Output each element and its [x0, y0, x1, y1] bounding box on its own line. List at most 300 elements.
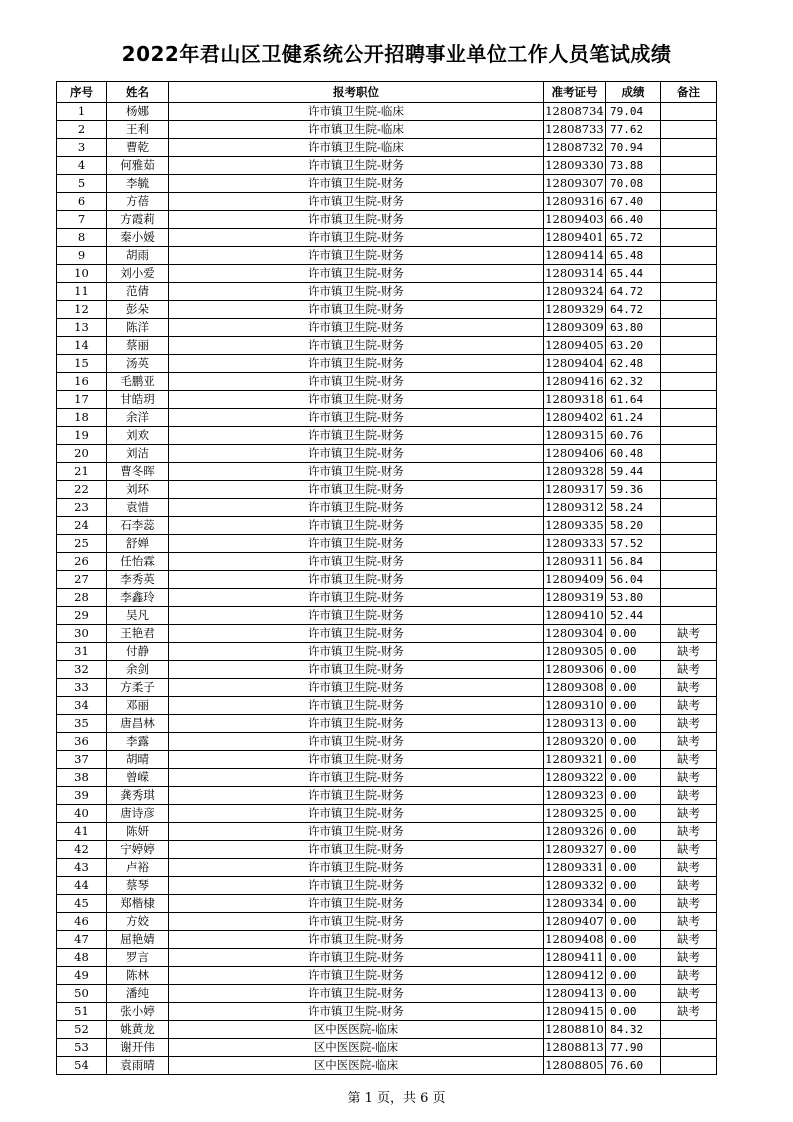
- cell-position: 许市镇卫生院-财务: [169, 661, 544, 679]
- cell-remark: [661, 571, 717, 589]
- cell-score: 0.00: [606, 949, 661, 967]
- cell-name: 姚黄龙: [107, 1021, 169, 1039]
- cell-position: 许市镇卫生院-财务: [169, 481, 544, 499]
- cell-score: 58.24: [606, 499, 661, 517]
- cell-remark: 缺考: [661, 1003, 717, 1021]
- cell-exam-id: 12809411: [544, 949, 606, 967]
- cell-name: 付静: [107, 643, 169, 661]
- cell-position: 许市镇卫生院-财务: [169, 949, 544, 967]
- table-row: [57, 373, 717, 391]
- table-row: [57, 751, 717, 769]
- cell-position: 许市镇卫生院-财务: [169, 931, 544, 949]
- cell-index: 5: [57, 175, 107, 193]
- cell-exam-id: 12809325: [544, 805, 606, 823]
- cell-exam-id: 12809403: [544, 211, 606, 229]
- cell-exam-id: 12809318: [544, 391, 606, 409]
- table-row: [57, 769, 717, 787]
- cell-score: 61.24: [606, 409, 661, 427]
- cell-index: 40: [57, 805, 107, 823]
- cell-name: 唐诗彦: [107, 805, 169, 823]
- cell-score: 56.84: [606, 553, 661, 571]
- cell-index: 25: [57, 535, 107, 553]
- cell-position: 许市镇卫生院-财务: [169, 427, 544, 445]
- cell-score: 62.32: [606, 373, 661, 391]
- table-header-row: [57, 82, 717, 103]
- cell-name: 曾嵘: [107, 769, 169, 787]
- table-row: [57, 193, 717, 211]
- cell-remark: [661, 319, 717, 337]
- cell-index: 15: [57, 355, 107, 373]
- cell-remark: 缺考: [661, 913, 717, 931]
- cell-index: 18: [57, 409, 107, 427]
- cell-name: 刘环: [107, 481, 169, 499]
- cell-position: 许市镇卫生院-财务: [169, 769, 544, 787]
- table-row: [57, 805, 717, 823]
- table-body: [57, 103, 717, 1075]
- cell-remark: 缺考: [661, 823, 717, 841]
- cell-name: 宁婷婷: [107, 841, 169, 859]
- cell-exam-id: 12809316: [544, 193, 606, 211]
- cell-position: 许市镇卫生院-财务: [169, 355, 544, 373]
- cell-position: 许市镇卫生院-财务: [169, 679, 544, 697]
- cell-score: 0.00: [606, 895, 661, 913]
- cell-position: 许市镇卫生院-财务: [169, 319, 544, 337]
- cell-exam-id: 12809414: [544, 247, 606, 265]
- table-row: [57, 463, 717, 481]
- cell-name: 胡雨: [107, 247, 169, 265]
- cell-exam-id: 12809335: [544, 517, 606, 535]
- table-row: [57, 679, 717, 697]
- cell-position: 许市镇卫生院-财务: [169, 517, 544, 535]
- cell-remark: 缺考: [661, 967, 717, 985]
- table-row: [57, 481, 717, 499]
- cell-score: 0.00: [606, 823, 661, 841]
- cell-position: 许市镇卫生院-财务: [169, 463, 544, 481]
- cell-name: 杨娜: [107, 103, 169, 121]
- cell-remark: 缺考: [661, 985, 717, 1003]
- cell-score: 53.80: [606, 589, 661, 607]
- cell-remark: [661, 193, 717, 211]
- table-row: [57, 967, 717, 985]
- cell-name: 余洋: [107, 409, 169, 427]
- cell-exam-id: 12809416: [544, 373, 606, 391]
- cell-name: 甘皓玥: [107, 391, 169, 409]
- cell-name: 李鑫玲: [107, 589, 169, 607]
- cell-index: 3: [57, 139, 107, 157]
- cell-score: 84.32: [606, 1021, 661, 1039]
- cell-score: 79.04: [606, 103, 661, 121]
- cell-exam-id: 12809307: [544, 175, 606, 193]
- cell-remark: [661, 103, 717, 121]
- table-row: [57, 823, 717, 841]
- cell-score: 0.00: [606, 841, 661, 859]
- table-row: [57, 895, 717, 913]
- cell-remark: 缺考: [661, 751, 717, 769]
- table-row: [57, 175, 717, 193]
- table-row: [57, 265, 717, 283]
- cell-exam-id: 12809331: [544, 859, 606, 877]
- cell-score: 67.40: [606, 193, 661, 211]
- cell-exam-id: 12809412: [544, 967, 606, 985]
- cell-score: 77.62: [606, 121, 661, 139]
- cell-index: 26: [57, 553, 107, 571]
- cell-name: 刘欢: [107, 427, 169, 445]
- cell-exam-id: 12809329: [544, 301, 606, 319]
- cell-name: 范倩: [107, 283, 169, 301]
- cell-name: 邓丽: [107, 697, 169, 715]
- table-row: [57, 319, 717, 337]
- cell-name: 谢开伟: [107, 1039, 169, 1057]
- cell-exam-id: 12809401: [544, 229, 606, 247]
- table-row: [57, 949, 717, 967]
- cell-remark: [661, 517, 717, 535]
- cell-remark: 缺考: [661, 841, 717, 859]
- cell-index: 41: [57, 823, 107, 841]
- cell-score: 62.48: [606, 355, 661, 373]
- cell-name: 曹冬晖: [107, 463, 169, 481]
- cell-name: 陈妍: [107, 823, 169, 841]
- cell-exam-id: 12809333: [544, 535, 606, 553]
- table-row: [57, 121, 717, 139]
- cell-remark: 缺考: [661, 733, 717, 751]
- cell-score: 70.08: [606, 175, 661, 193]
- cell-exam-id: 12809312: [544, 499, 606, 517]
- cell-remark: [661, 1021, 717, 1039]
- cell-position: 许市镇卫生院-财务: [169, 265, 544, 283]
- cell-index: 12: [57, 301, 107, 319]
- cell-exam-id: 12809321: [544, 751, 606, 769]
- cell-name: 李毓: [107, 175, 169, 193]
- cell-index: 10: [57, 265, 107, 283]
- cell-exam-id: 12809314: [544, 265, 606, 283]
- cell-name: 李秀英: [107, 571, 169, 589]
- cell-index: 28: [57, 589, 107, 607]
- cell-position: 许市镇卫生院-财务: [169, 283, 544, 301]
- cell-exam-id: 12808810: [544, 1021, 606, 1039]
- cell-remark: [661, 283, 717, 301]
- cell-name: 蔡琴: [107, 877, 169, 895]
- cell-remark: [661, 481, 717, 499]
- column-header-index: 序号: [57, 82, 107, 103]
- cell-remark: [661, 265, 717, 283]
- cell-score: 0.00: [606, 859, 661, 877]
- table-row: [57, 787, 717, 805]
- cell-exam-id: 12809323: [544, 787, 606, 805]
- cell-exam-id: 12809313: [544, 715, 606, 733]
- scores-table: [56, 81, 717, 1075]
- cell-position: 许市镇卫生院-财务: [169, 409, 544, 427]
- cell-exam-id: 12809402: [544, 409, 606, 427]
- cell-name: 方姣: [107, 913, 169, 931]
- cell-position: 许市镇卫生院-财务: [169, 391, 544, 409]
- cell-position: 许市镇卫生院-财务: [169, 373, 544, 391]
- cell-position: 许市镇卫生院-财务: [169, 499, 544, 517]
- cell-exam-id: 12809415: [544, 1003, 606, 1021]
- cell-name: 秦小媛: [107, 229, 169, 247]
- cell-index: 23: [57, 499, 107, 517]
- cell-index: 44: [57, 877, 107, 895]
- table-row: [57, 103, 717, 121]
- cell-exam-id: 12808734: [544, 103, 606, 121]
- cell-score: 63.80: [606, 319, 661, 337]
- cell-index: 17: [57, 391, 107, 409]
- table-row: [57, 553, 717, 571]
- cell-position: 许市镇卫生院-财务: [169, 337, 544, 355]
- cell-score: 0.00: [606, 715, 661, 733]
- cell-exam-id: 12809410: [544, 607, 606, 625]
- cell-name: 蔡丽: [107, 337, 169, 355]
- table-row: [57, 607, 717, 625]
- cell-score: 0.00: [606, 751, 661, 769]
- cell-score: 77.90: [606, 1039, 661, 1057]
- cell-remark: [661, 175, 717, 193]
- table-row: [57, 409, 717, 427]
- cell-score: 0.00: [606, 877, 661, 895]
- cell-score: 0.00: [606, 733, 661, 751]
- cell-position: 许市镇卫生院-财务: [169, 841, 544, 859]
- cell-index: 19: [57, 427, 107, 445]
- cell-position: 许市镇卫生院-财务: [169, 247, 544, 265]
- cell-score: 0.00: [606, 769, 661, 787]
- cell-remark: 缺考: [661, 859, 717, 877]
- cell-exam-id: 12809409: [544, 571, 606, 589]
- cell-score: 73.88: [606, 157, 661, 175]
- table-row: [57, 301, 717, 319]
- cell-position: 许市镇卫生院-财务: [169, 787, 544, 805]
- cell-exam-id: 12809311: [544, 553, 606, 571]
- cell-index: 8: [57, 229, 107, 247]
- table-row: [57, 499, 717, 517]
- cell-position: 许市镇卫生院-临床: [169, 121, 544, 139]
- cell-name: 潘纯: [107, 985, 169, 1003]
- cell-score: 0.00: [606, 661, 661, 679]
- cell-exam-id: 12809308: [544, 679, 606, 697]
- cell-position: 许市镇卫生院-财务: [169, 859, 544, 877]
- cell-position: 许市镇卫生院-财务: [169, 535, 544, 553]
- cell-position: 许市镇卫生院-财务: [169, 157, 544, 175]
- table-row: [57, 229, 717, 247]
- cell-position: 许市镇卫生院-财务: [169, 697, 544, 715]
- cell-index: 13: [57, 319, 107, 337]
- cell-position: 许市镇卫生院-财务: [169, 913, 544, 931]
- cell-remark: [661, 463, 717, 481]
- cell-index: 52: [57, 1021, 107, 1039]
- cell-score: 64.72: [606, 283, 661, 301]
- cell-exam-id: 12809320: [544, 733, 606, 751]
- cell-remark: 缺考: [661, 931, 717, 949]
- cell-index: 35: [57, 715, 107, 733]
- cell-index: 11: [57, 283, 107, 301]
- cell-index: 4: [57, 157, 107, 175]
- column-header-exam-id: 准考证号: [544, 82, 606, 103]
- cell-name: 袁雨晴: [107, 1057, 169, 1075]
- table-row: [57, 1021, 717, 1039]
- cell-score: 0.00: [606, 985, 661, 1003]
- table-row: [57, 427, 717, 445]
- cell-name: 汤英: [107, 355, 169, 373]
- cell-position: 许市镇卫生院-财务: [169, 733, 544, 751]
- table-row: [57, 643, 717, 661]
- cell-remark: [661, 391, 717, 409]
- cell-exam-id: 12809309: [544, 319, 606, 337]
- cell-index: 51: [57, 1003, 107, 1021]
- cell-score: 60.48: [606, 445, 661, 463]
- table-row: [57, 841, 717, 859]
- cell-score: 56.04: [606, 571, 661, 589]
- cell-score: 65.44: [606, 265, 661, 283]
- table-row: [57, 661, 717, 679]
- cell-name: 袁惜: [107, 499, 169, 517]
- cell-name: 方柔子: [107, 679, 169, 697]
- cell-index: 30: [57, 625, 107, 643]
- cell-remark: [661, 607, 717, 625]
- cell-name: 李露: [107, 733, 169, 751]
- column-header-name: 姓名: [107, 82, 169, 103]
- cell-remark: [661, 553, 717, 571]
- cell-index: 21: [57, 463, 107, 481]
- cell-name: 刘洁: [107, 445, 169, 463]
- cell-remark: 缺考: [661, 787, 717, 805]
- cell-score: 0.00: [606, 967, 661, 985]
- cell-index: 16: [57, 373, 107, 391]
- cell-score: 63.20: [606, 337, 661, 355]
- cell-exam-id: 12809315: [544, 427, 606, 445]
- cell-exam-id: 12809330: [544, 157, 606, 175]
- cell-exam-id: 12809334: [544, 895, 606, 913]
- table-row: [57, 355, 717, 373]
- cell-position: 许市镇卫生院-财务: [169, 571, 544, 589]
- cell-remark: 缺考: [661, 697, 717, 715]
- cell-exam-id: 12809317: [544, 481, 606, 499]
- cell-remark: [661, 373, 717, 391]
- cell-index: 43: [57, 859, 107, 877]
- table-row: [57, 913, 717, 931]
- cell-position: 许市镇卫生院-财务: [169, 445, 544, 463]
- cell-exam-id: 12809408: [544, 931, 606, 949]
- cell-exam-id: 12809404: [544, 355, 606, 373]
- cell-position: 许市镇卫生院-财务: [169, 193, 544, 211]
- cell-score: 0.00: [606, 625, 661, 643]
- cell-remark: [661, 337, 717, 355]
- cell-index: 33: [57, 679, 107, 697]
- cell-remark: [661, 229, 717, 247]
- cell-score: 0.00: [606, 1003, 661, 1021]
- cell-exam-id: 12809328: [544, 463, 606, 481]
- cell-exam-id: 12809405: [544, 337, 606, 355]
- cell-remark: 缺考: [661, 769, 717, 787]
- cell-position: 区中医医院-临床: [169, 1021, 544, 1039]
- cell-name: 王艳君: [107, 625, 169, 643]
- cell-name: 陈林: [107, 967, 169, 985]
- cell-name: 龚秀琪: [107, 787, 169, 805]
- cell-index: 49: [57, 967, 107, 985]
- cell-name: 郑楷棣: [107, 895, 169, 913]
- cell-remark: [661, 139, 717, 157]
- cell-score: 64.72: [606, 301, 661, 319]
- table-row: [57, 1003, 717, 1021]
- cell-remark: [661, 121, 717, 139]
- cell-name: 何雅茹: [107, 157, 169, 175]
- cell-exam-id: 12809306: [544, 661, 606, 679]
- cell-position: 许市镇卫生院-财务: [169, 1003, 544, 1021]
- cell-index: 53: [57, 1039, 107, 1057]
- cell-position: 许市镇卫生院-财务: [169, 967, 544, 985]
- cell-remark: [661, 409, 717, 427]
- cell-score: 0.00: [606, 913, 661, 931]
- table-row: [57, 1057, 717, 1075]
- cell-index: 14: [57, 337, 107, 355]
- cell-name: 曹乾: [107, 139, 169, 157]
- cell-remark: [661, 355, 717, 373]
- cell-index: 32: [57, 661, 107, 679]
- cell-index: 47: [57, 931, 107, 949]
- page-footer: 第 1 页，共 6 页: [347, 1091, 446, 1106]
- cell-index: 37: [57, 751, 107, 769]
- cell-index: 48: [57, 949, 107, 967]
- cell-position: 许市镇卫生院-财务: [169, 553, 544, 571]
- cell-remark: [661, 247, 717, 265]
- page-title: 2022年君山区卫健系统公开招聘事业单位工作人员笔试成绩: [121, 42, 672, 66]
- cell-position: 许市镇卫生院-财务: [169, 229, 544, 247]
- cell-name: 罗言: [107, 949, 169, 967]
- cell-name: 陈洋: [107, 319, 169, 337]
- cell-index: 54: [57, 1057, 107, 1075]
- table-row: [57, 283, 717, 301]
- table-row: [57, 1039, 717, 1057]
- cell-position: 许市镇卫生院-临床: [169, 103, 544, 121]
- cell-position: 许市镇卫生院-财务: [169, 211, 544, 229]
- cell-exam-id: 12809319: [544, 589, 606, 607]
- cell-index: 27: [57, 571, 107, 589]
- cell-score: 0.00: [606, 805, 661, 823]
- cell-position: 区中医医院-临床: [169, 1057, 544, 1075]
- cell-remark: [661, 499, 717, 517]
- cell-name: 胡晴: [107, 751, 169, 769]
- cell-score: 0.00: [606, 697, 661, 715]
- table-row: [57, 625, 717, 643]
- cell-remark: 缺考: [661, 661, 717, 679]
- cell-index: 39: [57, 787, 107, 805]
- cell-position: 许市镇卫生院-财务: [169, 625, 544, 643]
- table-row: [57, 877, 717, 895]
- cell-name: 刘小爱: [107, 265, 169, 283]
- table-row: [57, 517, 717, 535]
- cell-remark: [661, 445, 717, 463]
- cell-index: 36: [57, 733, 107, 751]
- cell-exam-id: 12809327: [544, 841, 606, 859]
- cell-score: 52.44: [606, 607, 661, 625]
- cell-position: 许市镇卫生院-财务: [169, 895, 544, 913]
- cell-remark: 缺考: [661, 895, 717, 913]
- cell-remark: [661, 1039, 717, 1057]
- cell-name: 余剑: [107, 661, 169, 679]
- cell-position: 许市镇卫生院-财务: [169, 715, 544, 733]
- table-row: [57, 985, 717, 1003]
- cell-name: 毛鹏亚: [107, 373, 169, 391]
- cell-name: 王利: [107, 121, 169, 139]
- cell-exam-id: 12808813: [544, 1039, 606, 1057]
- cell-remark: [661, 427, 717, 445]
- cell-index: 24: [57, 517, 107, 535]
- cell-name: 方蓓: [107, 193, 169, 211]
- cell-position: 许市镇卫生院-财务: [169, 301, 544, 319]
- cell-position: 许市镇卫生院-财务: [169, 877, 544, 895]
- cell-remark: [661, 589, 717, 607]
- cell-index: 22: [57, 481, 107, 499]
- column-header-position: 报考职位: [169, 82, 544, 103]
- cell-position: 许市镇卫生院-财务: [169, 643, 544, 661]
- cell-remark: [661, 1057, 717, 1075]
